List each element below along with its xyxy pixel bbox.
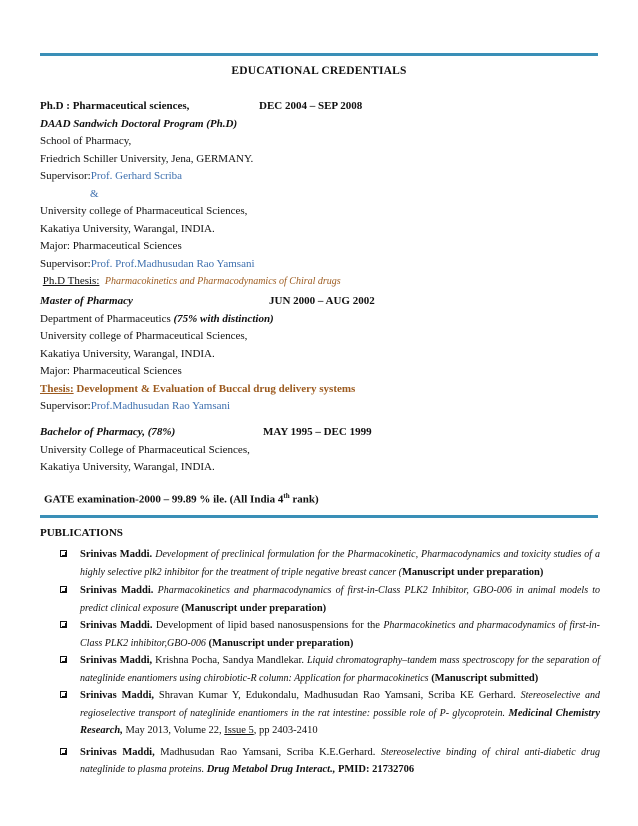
pub-title: Stereoselective binding of chiral anti-diabetic drug nateglinide to plasma proteins. xyxy=(80,746,600,775)
pub-status: (Manuscript under preparation) xyxy=(181,602,327,614)
phd-thesis-title: Pharmacokinetics and Pharmacodynamics of Chiral drugs xyxy=(104,276,341,287)
publication-item xyxy=(40,744,600,779)
checkbox-bullet-icon xyxy=(60,691,67,698)
checkbox-bullet-icon xyxy=(60,621,67,628)
mpharm-supervisor-name: Prof.Madhusudan Rao Yamsani xyxy=(90,400,231,412)
publications-list xyxy=(40,546,600,779)
pub-status: (Manuscript submitted) xyxy=(431,672,539,684)
pub-status: Manuscript under preparation) xyxy=(401,566,544,578)
pub-coauthors: Krishna Pocha, Sandya Mandlekar. xyxy=(155,655,304,666)
phd-supervisor2-label: Supervisor: xyxy=(40,257,91,270)
pub-title: Pharmacokinetics and pharmacodynamics of first-in-Class PLK2 inhibitor,GBO-006 xyxy=(80,620,601,649)
pub-pages: , pp 2403-2410 xyxy=(253,725,318,736)
pub-journal: Drug Metabol Drug Interact., xyxy=(206,764,336,775)
publication-item xyxy=(40,687,600,740)
pub-title: Liquid chromatography–tandem mass spectroscopy for the separation of nateglinide enantiomers using chirobiotic-R column: Application for pharmacokinetics xyxy=(80,655,601,684)
pub-authors: Srinivas Maddi, xyxy=(80,746,155,758)
phd-supervisor2-name: Prof. Prof.Madhusudan Rao Yamsani xyxy=(90,257,255,270)
pub-details: May 2013, Volume 22, xyxy=(125,725,222,736)
phd-location: Kakatiya University, Warangal, INDIA. xyxy=(40,222,215,235)
pub-authors: Srinivas Maddi, xyxy=(80,655,153,666)
gate-result xyxy=(44,488,604,509)
pub-status: (Manuscript under preparation) xyxy=(208,637,354,649)
publication-item xyxy=(40,582,600,617)
pub-coauthors: Madhusudan Rao Yamsani, Scriba K.E.Gerhard. xyxy=(160,746,376,758)
mpharm-thesis-label: Thesis: xyxy=(40,382,74,395)
publication-item xyxy=(40,546,600,581)
mpharm-dept: Department of Pharmaceutics xyxy=(40,312,171,325)
pub-title: Development of preclinical formulation for the Pharmacokinetic, Pharmacodynamics and toxicity studies of a highly selective plk2 inhibitor for the treatment of triple negative breast cancer ( xyxy=(80,549,600,578)
bpharm-score: (78%) xyxy=(147,426,176,438)
mpharm-supervisor-label: Supervisor: xyxy=(40,400,91,412)
phd-dates: DEC 2004 – SEP 2008 xyxy=(259,100,363,112)
mpharm-distinction: (75% with distinction) xyxy=(173,312,274,325)
pub-pmid: PMID: 21732706 xyxy=(337,764,415,775)
pub-authors: Srinivas Maddi. xyxy=(80,620,153,631)
publication-item xyxy=(40,617,600,652)
pub-coauthors: Shravan Kumar Y, Edukondalu, Madhusudan Rao Yamsani, Scriba KE Gerhard. xyxy=(158,690,516,701)
section-divider xyxy=(40,515,598,518)
phd-school: School of Pharmacy, xyxy=(40,135,132,147)
publication-item xyxy=(40,652,600,687)
pub-journal: Medicinal Chemistry Research, xyxy=(80,707,601,736)
pub-plain: Development of lipid based nanosuspensions for the xyxy=(155,620,380,631)
phd-degree: Ph.D : Pharmaceutical sciences, xyxy=(40,100,190,112)
checkbox-bullet-icon xyxy=(60,586,67,593)
mpharm-location: Kakatiya University, Warangal, INDIA. xyxy=(40,347,215,360)
pub-title: Stereoselective and regioselective transport of nateglinide enantiomers in the rat intestine: possible role of P- glycoprotein. xyxy=(80,690,601,719)
phd-university: Friedrich Schiller University, Jena, GERMANY. xyxy=(40,152,254,165)
mpharm-major: Major: Pharmaceutical Sciences xyxy=(40,365,182,377)
mpharm-dates: JUN 2000 – AUG 2002 xyxy=(269,295,375,307)
phd-supervisor-name: Prof. Gerhard Scriba xyxy=(90,170,183,182)
checkbox-bullet-icon xyxy=(60,550,67,557)
phd-program: DAAD Sandwich Doctoral Program (Ph.D) xyxy=(40,117,238,130)
mpharm-thesis-title: Development & Evaluation of Buccal drug delivery systems xyxy=(76,382,356,395)
page-title: EDUCATIONAL CREDENTIALS xyxy=(231,65,407,77)
top-divider xyxy=(40,53,598,56)
pub-title: Pharmacokinetics and pharmacodynamics of first-in-Class PLK2 Inhibitor, GBO-006 in animal models to predict clinical exposure xyxy=(80,585,600,614)
gate-sup: th xyxy=(283,492,290,500)
bpharm-section xyxy=(40,424,600,477)
mpharm-section xyxy=(40,293,600,416)
bpharm-college: University College of Pharmaceutical Sciences, xyxy=(40,443,250,456)
checkbox-bullet-icon xyxy=(60,748,67,755)
mpharm-degree: Master of Pharmacy xyxy=(40,295,133,307)
pub-authors: Srinivas Maddi. xyxy=(80,549,153,560)
publications-heading: PUBLICATIONS xyxy=(40,527,123,539)
bpharm-degree: Bachelor of Pharmacy, xyxy=(40,426,145,438)
phd-major: Major: Pharmaceutical Sciences xyxy=(40,240,182,252)
pub-authors: Srinivas Maddi. xyxy=(80,585,154,596)
phd-section xyxy=(40,98,600,291)
phd-college: University college of Pharmaceutical Sciences, xyxy=(40,205,248,217)
ampersand: & xyxy=(90,187,99,200)
gate-text: GATE examination-2000 – 99.89 % ile. (All India 4 xyxy=(44,493,284,506)
gate-end: rank) xyxy=(289,493,319,506)
bpharm-dates: MAY 1995 – DEC 1999 xyxy=(263,426,372,438)
checkbox-bullet-icon xyxy=(60,656,67,663)
phd-thesis-label: Ph.D Thesis: xyxy=(42,275,100,287)
pub-issue-link[interactable]: Issue 5 xyxy=(224,725,254,736)
phd-supervisor-label: Supervisor: xyxy=(40,170,91,182)
pub-authors: Srinivas Maddi, xyxy=(80,690,155,701)
mpharm-college: University college of Pharmaceutical Sciences, xyxy=(40,330,248,342)
bpharm-location: Kakatiya University, Warangal, INDIA. xyxy=(40,461,215,473)
